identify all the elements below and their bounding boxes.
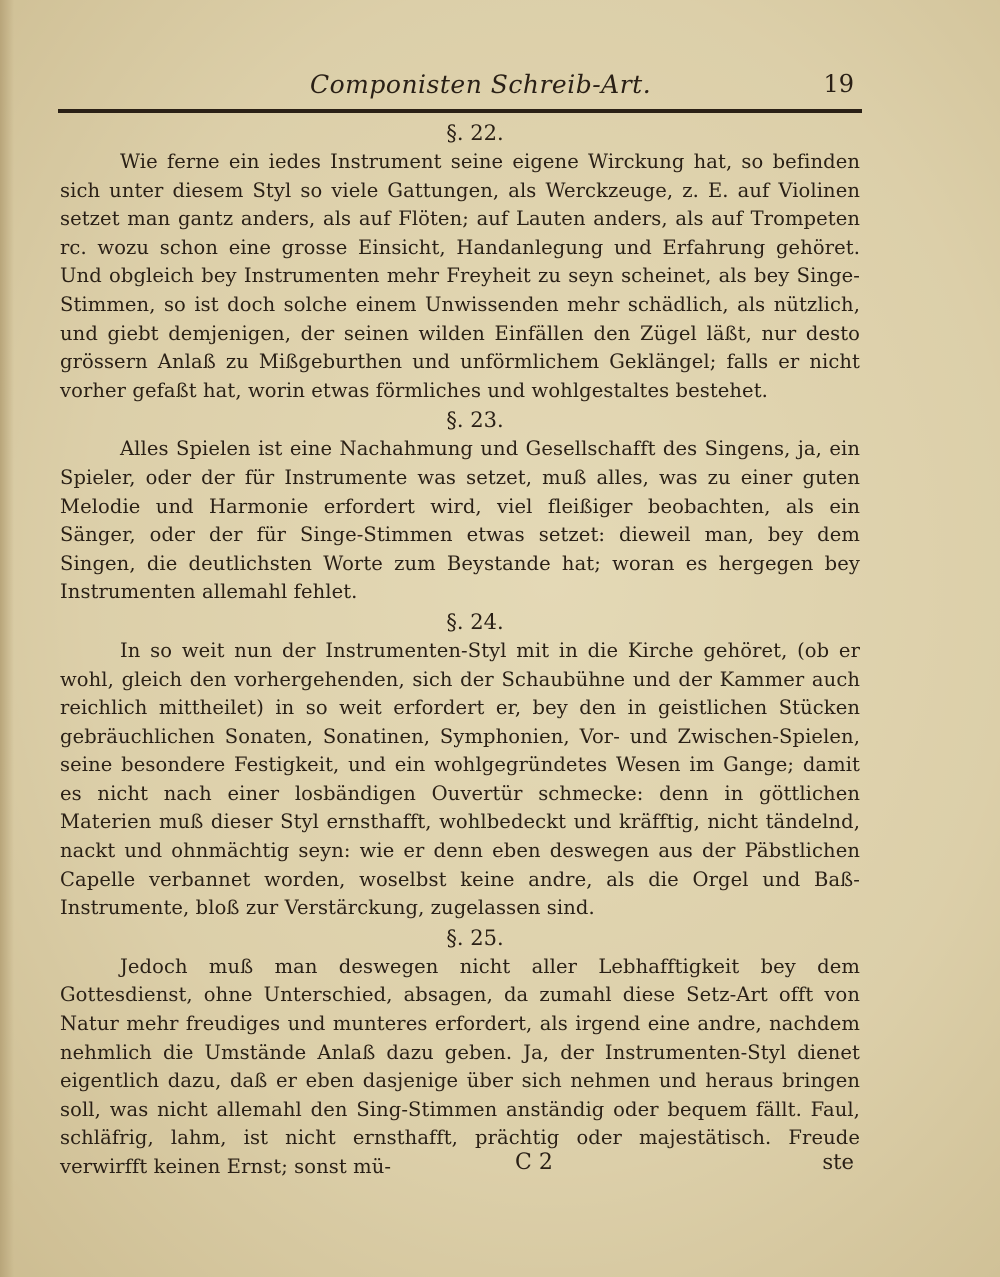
- paragraph: In so weit nun der Instrumenten-Styl mit in die Kirche gehöret, (ob er wohl, gleich den vorhergehenden, sich der Schaubühne und der Kammer auch reichlich mittheilet) in so weit erfordert er, bey den in geistlichen Stücken gebräuchlichen Sonaten, Sonatinen, Symphonien, Vor- und Zwischen-Spielen, seine besondere Festigkeit, und ein wohlgegründetes Wesen im Gange; damit es nicht nach einer losbändigen Ouvertür schmecke: denn in göttlichen Materien muß dieser Styl ernsthafft, wohlbedeckt und kräfftig, nicht tändelnd, nackt und ohnmächtig seyn: wie er denn eben deswegen aus der Päbstlichen Capelle verbannet worden, woselbst keine andre, als die Orgel und Baß-Instrumente, bloß zur Verstärckung, zugelassen sind.: [60, 638, 860, 920]
- signature-mark: C 2: [515, 1150, 553, 1175]
- page-header: [60, 66, 860, 106]
- page-number: 19: [823, 70, 854, 98]
- running-title: Componisten Schreib-Art.: [310, 70, 652, 99]
- section-22: [60, 118, 860, 405]
- section-25: [60, 923, 860, 1182]
- paragraph: Jedoch muß man deswegen nicht aller Lebhafftigkeit bey dem Gottesdienst, ohne Unterschied, absagen, da zumahl diese Setz-Art offt von Natur mehr freudiges und munteres erfordert, als irgend eine andre, nachdem nehmlich die Umstände Anlaß dazu geben. Ja, der Instrumenten-Styl dienet eigentlich dazu, daß er eben dasjenige über sich nehmen und heraus bringen soll, was nicht allemahl den Sing-Stimmen anständig oder bequem fällt. Faul, schläfrig, lahm, ist nicht ernsthafft, prächtig oder majestätisch. Freude verwirfft keinen Ernst; sonst mü-: [60, 954, 860, 1178]
- paragraph: Alles Spielen ist eine Nachahmung und Gesellschafft des Singens, ja, ein Spieler, oder der für Instrumente was setzet, muß alles, was zu einer guten Melodie und Harmonie erfordert wird, viel fleißiger beobachten, als ein Sänger, oder der für Singe-Stimmen etwas setzet: dieweil man, bey dem Singen, die deutlichsten Worte zum Beystande hat; woran es hergegen bey Instrumenten allemahl fehlet.: [60, 437, 860, 604]
- header-rule: [58, 109, 862, 113]
- page-edge-shadow: [0, 0, 14, 1277]
- section-23: [60, 405, 860, 607]
- section-mark: §. 25.: [446, 925, 504, 950]
- section-mark: §. 24.: [446, 609, 504, 634]
- page-footer: [60, 1150, 860, 1180]
- catchword: ste: [822, 1150, 854, 1174]
- body-text: [60, 118, 860, 1182]
- section-mark: §. 22.: [446, 121, 504, 145]
- section-24: [60, 607, 860, 923]
- paragraph: Wie ferne ein iedes Instrument seine eigene Wirckung hat, so befinden sich unter diesem Styl so viele Gattungen, als Werckzeuge, z. E. auf Violinen setzet man gantz anders, als auf Flöten; auf Lauten anders, als auf Trompeten rc. wozu schon eine grosse Einsicht, Handanlegung und Erfahrung gehöret. Und obgleich bey Instrumenten mehr Freyheit zu seyn scheinet, als bey Singe-Stimmen, so ist doch solche einem Unwissenden mehr schädlich, als nützlich, und giebt demjenigen, der seinen wilden Einfällen den Zügel läßt, nur desto grössern Anlaß zu Mißgeburthen und unförmlichem Geklängel; falls er nicht vorher gefaßt hat, worin etwas förmliches und wohlgestaltes bestehet.: [60, 150, 860, 402]
- section-mark: §. 23.: [446, 408, 504, 433]
